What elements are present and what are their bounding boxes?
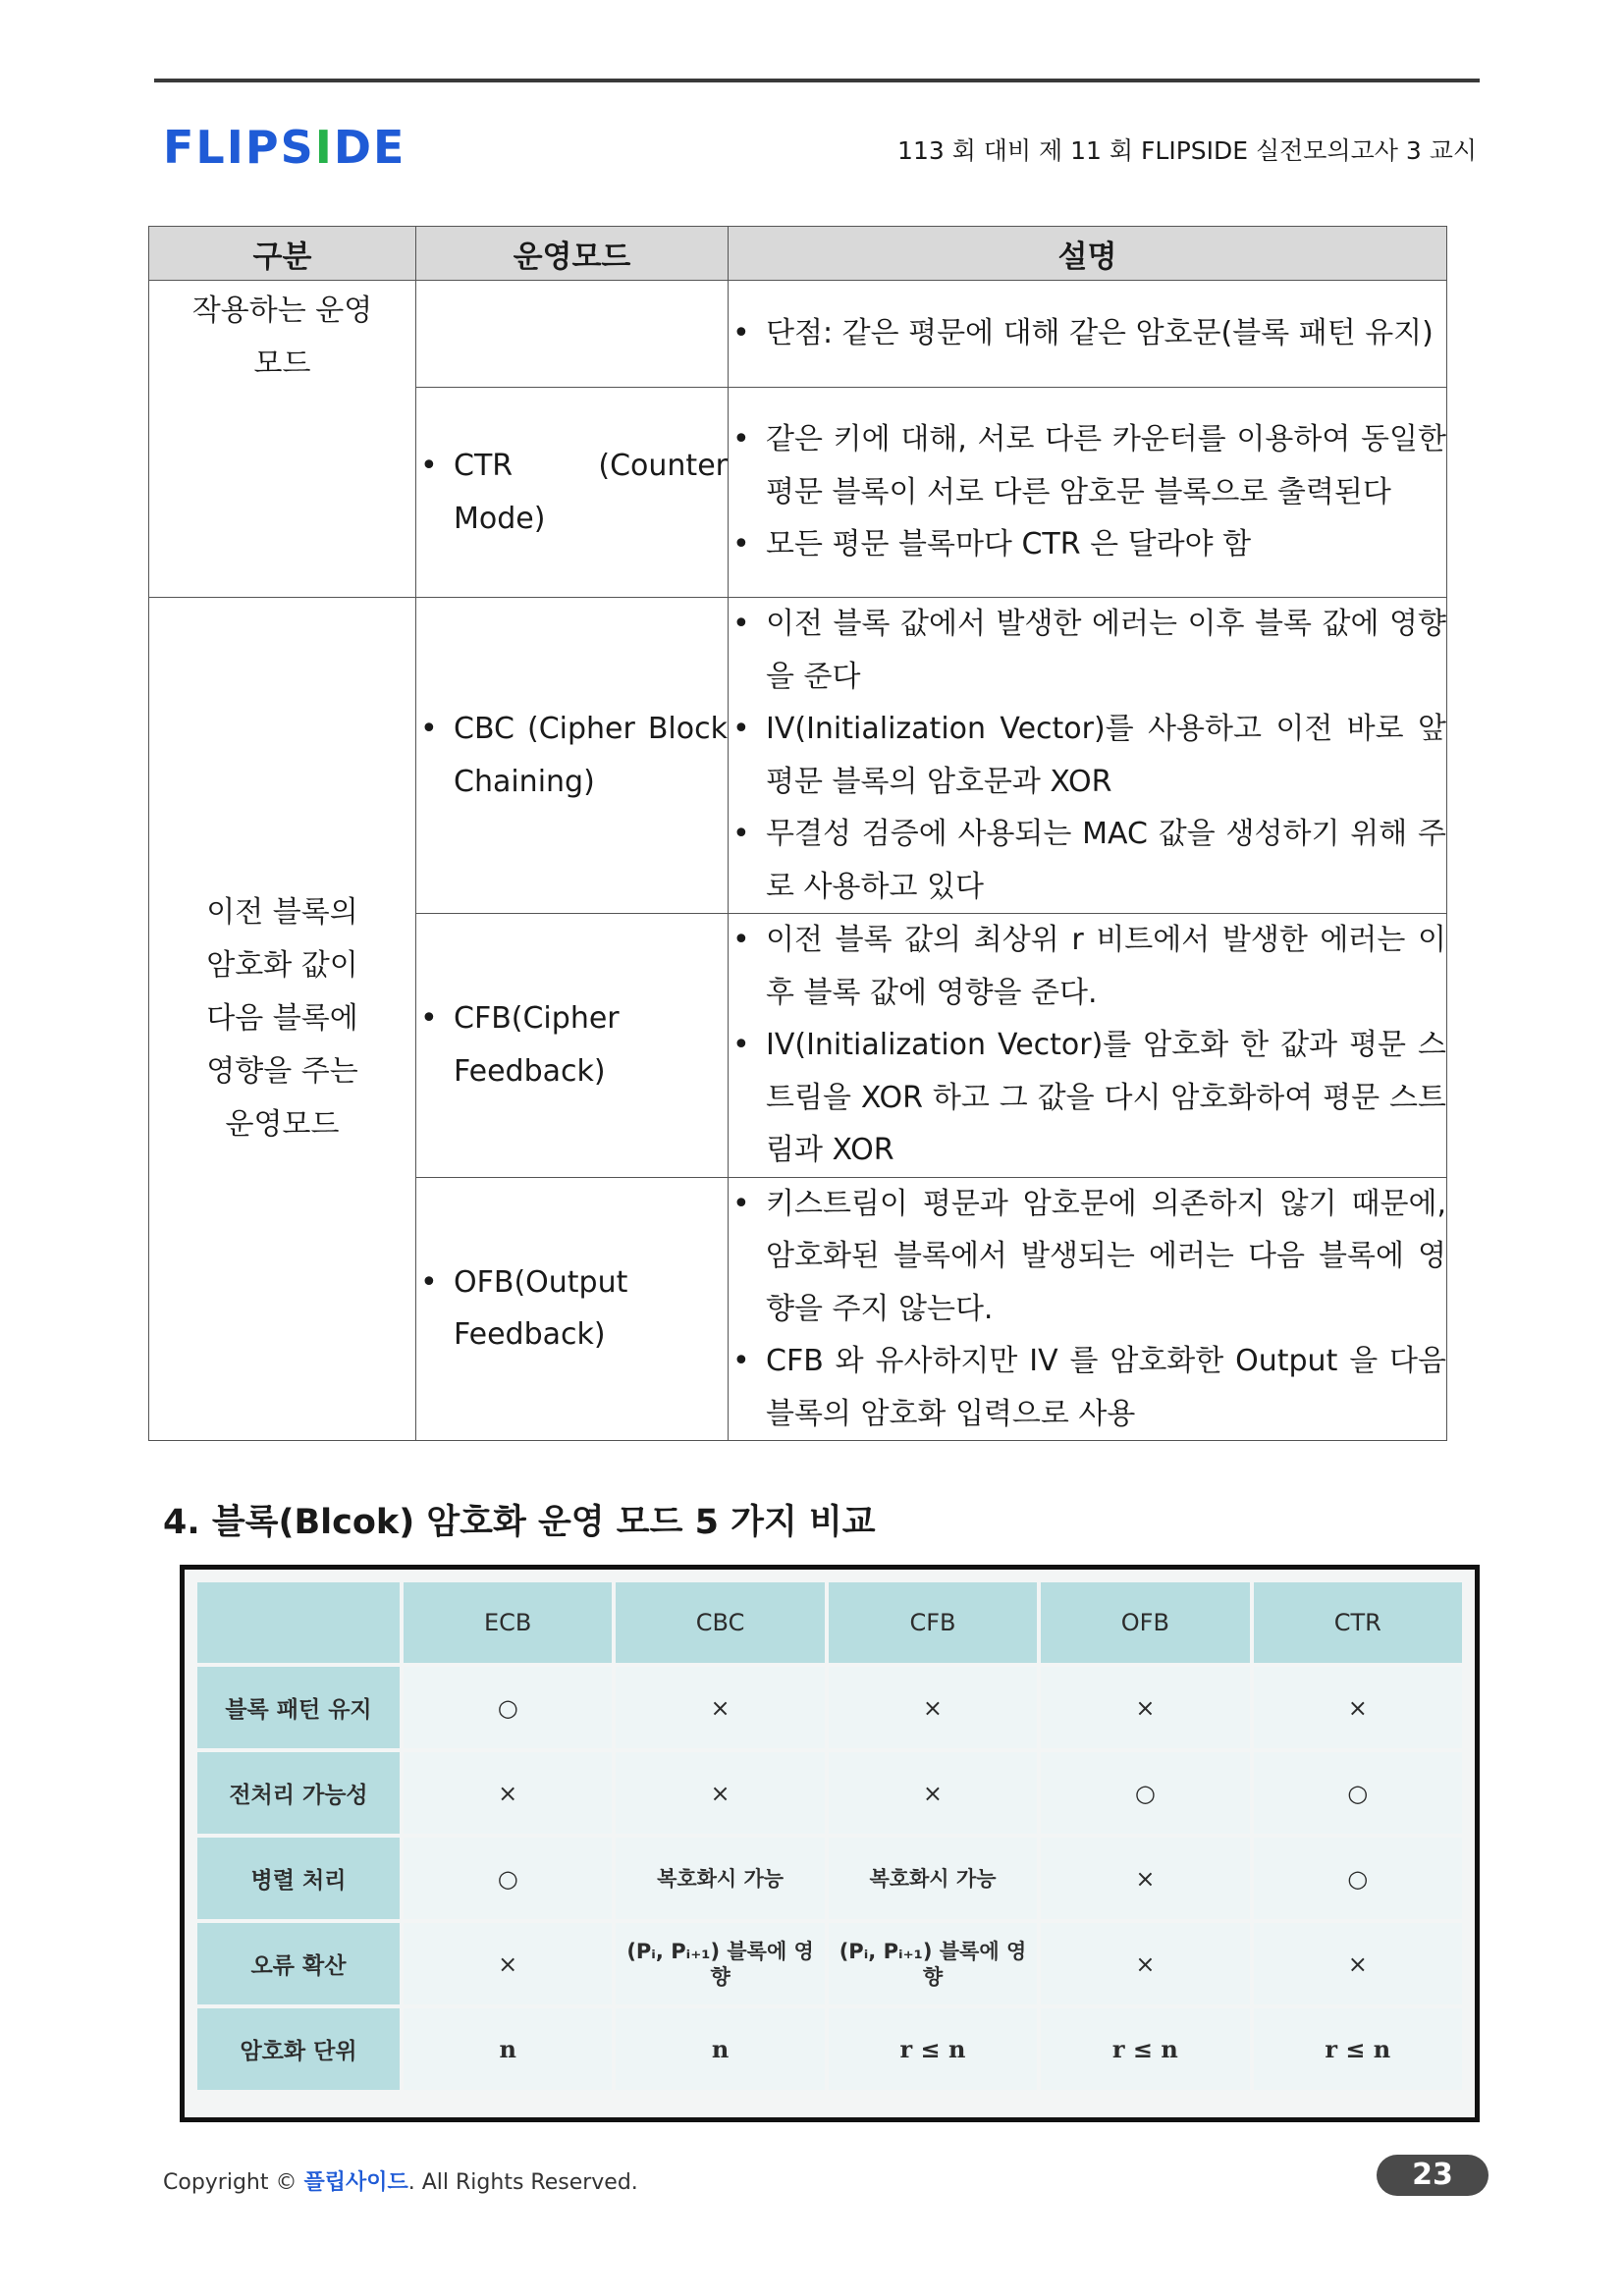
table-header-row — [149, 227, 1447, 281]
mode-cell-ctr: • CTR (Counter Mode) — [416, 388, 729, 598]
exam-title: 113 회 대비 제 11 회 FLIPSIDE 실전모의고사 3 교시 — [897, 136, 1477, 165]
table-cell: × — [1041, 1923, 1249, 2004]
column-ctr: CTR — [1254, 1582, 1462, 1663]
table-cell: (Pᵢ, Pᵢ₊₁) 블록에 영향 — [616, 1923, 824, 2004]
mode-cell-cfb: • CFB(Cipher Feedback) — [416, 914, 729, 1178]
table-cell: 복호화시 가능 — [616, 1838, 824, 1919]
table-cell: (Pᵢ, Pᵢ₊₁) 블록에 영향 — [829, 1923, 1037, 2004]
description-cell — [729, 598, 1447, 914]
table-cell: n — [616, 2008, 824, 2090]
row-label: 블록 패턴 유지 — [197, 1667, 400, 1748]
table-cell: ○ — [404, 1667, 612, 1748]
table-row — [197, 2008, 1462, 2090]
list-item: • 단점: 같은 평문에 대해 같은 암호문(블록 패턴 유지) — [732, 316, 1434, 351]
footer-brand: 플립사이드 — [303, 2170, 408, 2195]
table-row — [149, 598, 1447, 914]
table-row — [197, 1923, 1462, 2004]
column-ofb: OFB — [1041, 1582, 1249, 1663]
list-item: • CFB 와 유사하지만 IV 를 암호화한 Output 을 다음 블록의 암호화 입력으로 사용 — [732, 1344, 1446, 1431]
row-label: 암호화 단위 — [197, 2008, 400, 2090]
category-cell — [149, 598, 416, 1441]
column-ecb: ECB — [404, 1582, 612, 1663]
table-cell: r ≤ n — [1254, 2008, 1462, 2090]
header-description: 설명 — [729, 227, 1447, 281]
category-label: 이전 블록의 암호화 값이 다음 블록에 영향을 주는 운영모드 — [206, 895, 358, 1142]
page-number: 23 — [1377, 2155, 1489, 2196]
table-row — [149, 281, 1447, 388]
table-row — [197, 1667, 1462, 1748]
mode-cell-cbc: • CBC (Cipher Block Chaining) — [416, 598, 729, 914]
list-item: • 무결성 검증에 사용되는 MAC 값을 생성하기 위해 주로 사용하고 있다 — [732, 817, 1446, 904]
comparison-table — [193, 1578, 1466, 2094]
table-cell: × — [829, 1752, 1037, 1834]
table-cell: ○ — [1254, 1752, 1462, 1834]
table-cell: ○ — [404, 1838, 612, 1919]
mode-table — [148, 226, 1447, 1441]
table-cell: ○ — [1254, 1838, 1462, 1919]
table-cell: × — [616, 1667, 824, 1748]
list-item: • 키스트림이 평문과 암호문에 의존하지 않기 때문에, 암호화된 블록에서 발생되는 에러는 다음 블록에 영향을 주지 않는다. — [732, 1186, 1446, 1326]
section-title: 4. 블록(Blcok) 암호화 운영 모드 5 가지 비교 — [163, 1503, 876, 1542]
header-category: 구분 — [149, 227, 416, 281]
description-cell — [729, 914, 1447, 1178]
list-item: • IV(Initialization Vector)를 사용하고 이전 바로 앞 평문 블록의 암호문과 XOR — [732, 712, 1446, 799]
table-cell: n — [404, 2008, 612, 2090]
mode-cell-ofb: • OFB(Output Feedback) — [416, 1177, 729, 1441]
table-cell: × — [1041, 1838, 1249, 1919]
row-label: 전처리 가능성 — [197, 1752, 400, 1834]
row-label: 병렬 처리 — [197, 1838, 400, 1919]
category-cell — [149, 281, 416, 598]
table-row — [197, 1752, 1462, 1834]
description-cell — [729, 388, 1447, 598]
table-cell: ○ — [1041, 1752, 1249, 1834]
list-item: • 이전 블록 값에서 발생한 에러는 이후 블록 값에 영향을 준다 — [732, 607, 1446, 694]
mode-cell-empty — [416, 281, 729, 388]
table-cell: r ≤ n — [1041, 2008, 1249, 2090]
table-cell: × — [616, 1752, 824, 1834]
comparison-corner — [197, 1582, 400, 1663]
header-mode: 운영모드 — [416, 227, 729, 281]
list-item: • 이전 블록 값의 최상위 r 비트에서 발생한 에러는 이후 블록 값에 영향을 준다. — [732, 923, 1446, 1010]
description-cell — [729, 281, 1447, 388]
table-cell: × — [829, 1667, 1037, 1748]
table-cell: × — [1254, 1667, 1462, 1748]
table-row — [197, 1838, 1462, 1919]
table-cell: × — [404, 1752, 612, 1834]
header-rule — [154, 79, 1480, 82]
table-cell: r ≤ n — [829, 2008, 1037, 2090]
description-cell — [729, 1177, 1447, 1441]
category-label: 작용하는 운영모드 — [191, 294, 373, 381]
row-label: 오류 확산 — [197, 1923, 400, 2004]
footer-copyright: Copyright © 플립사이드. All Rights Reserved. — [163, 2170, 638, 2195]
list-item: • 같은 키에 대해, 서로 다른 카운터를 이용하여 동일한 평문 블록이 서로 다른 암호문 블록으로 출력된다 — [732, 422, 1446, 509]
comparison-header-row — [197, 1582, 1462, 1663]
flipside-logo: FLIPSIDE — [163, 121, 406, 174]
table-cell: × — [404, 1923, 612, 2004]
table-cell: 복호화시 가능 — [829, 1838, 1037, 1919]
table-cell: × — [1041, 1667, 1249, 1748]
column-cbc: CBC — [616, 1582, 824, 1663]
list-item: • IV(Initialization Vector)를 암호화 한 값과 평문 스트림을 XOR 하고 그 값을 다시 암호화하여 평문 스트림과 XOR — [732, 1028, 1446, 1167]
list-item: • 모든 평문 블록마다 CTR 은 달라야 함 — [732, 527, 1252, 562]
table-cell: × — [1254, 1923, 1462, 2004]
column-cfb: CFB — [829, 1582, 1037, 1663]
